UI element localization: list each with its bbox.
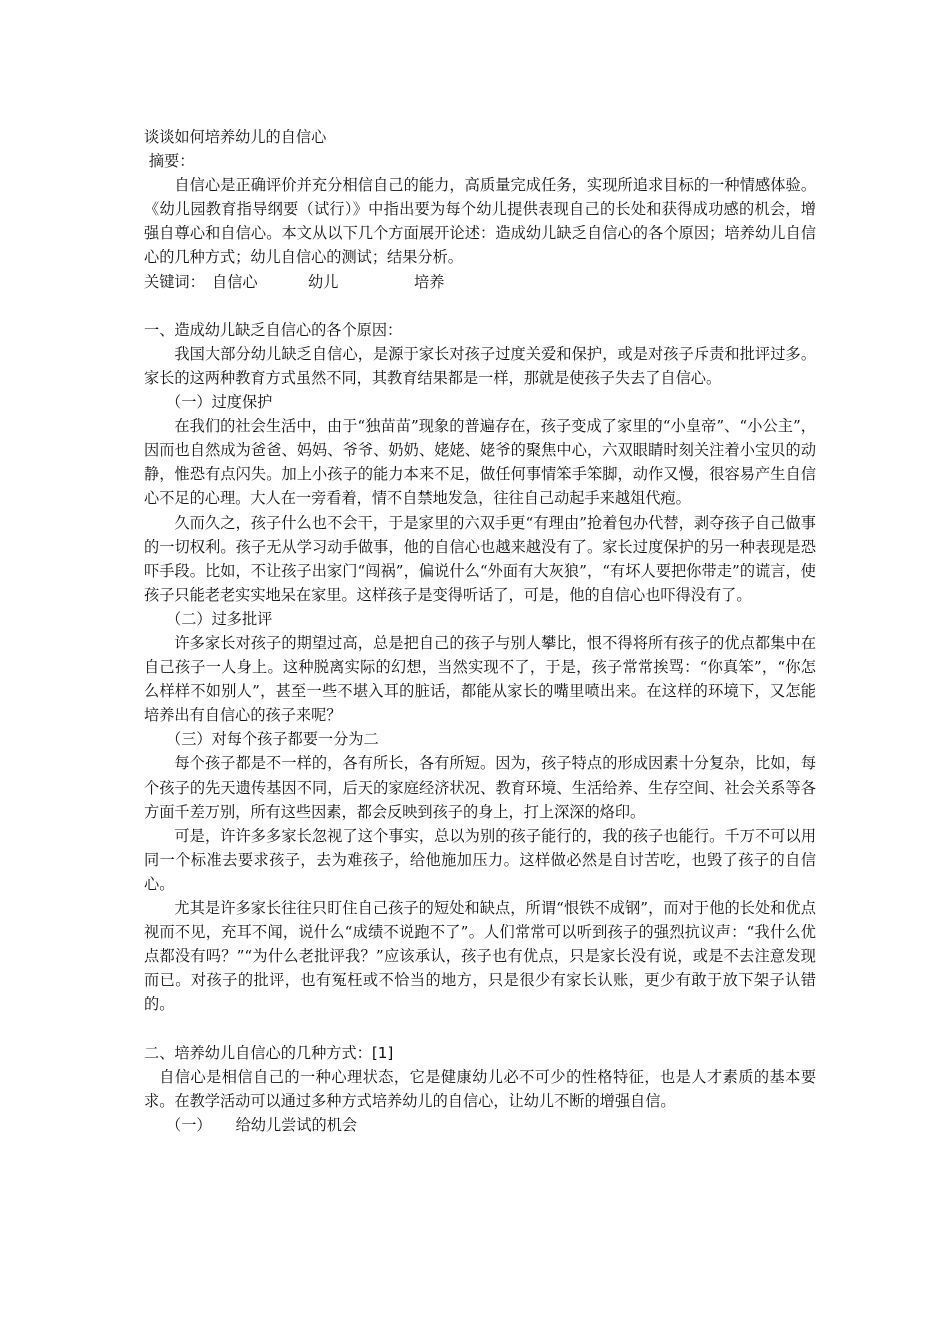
blank-line (144, 294, 816, 318)
abstract-paragraph: 自信心是正确评价并充分相信自己的能力，高质量完成任务，实现所追求目标的一种情感体验。《幼儿园教育指导纲要（试行）》中指出要为每个幼儿提供表现自己的长处和获得成功感的机会，增强自尊心和自信心。本文从以下几个方面展开论述：造成幼儿缺乏自信心的各个原因；培养幼儿自信心的几种方式；幼儿自信心的测试；结果分析。 (144, 176, 816, 267)
reference-marker[interactable]: [1] (371, 1043, 394, 1062)
keyword-item: 自信心 (212, 272, 258, 291)
subsection-heading: （一）过度保护 (166, 393, 273, 412)
paragraph: 久而久之，孩子什么也不会干，于是家里的六双手更“有理由”抢着包办代替，剥夺孩子自己做事的一切权利。孩子无从学习动手做事，他的自信心也越来越没有了。家长过度保护的另一种表现是恐吓手段。比如，不让孩子出家门“闯祸”，偏说什么“外面有大灰狼”，“有坏人要把你带走”的谎言，使孩子只能老老实实地呆在家里。这样孩子是变得听话了，可是，他的自信心也吓得没有了。 (144, 513, 816, 604)
section-heading: 一、造成幼儿缺乏自信心的各个原因： (144, 320, 403, 339)
section-heading (144, 1041, 816, 1065)
keyword-item: 培养 (414, 272, 445, 291)
subsection-heading: （二）过多批评 (166, 609, 273, 628)
subsection-heading: （三）对每个孩子都要一分为二 (166, 730, 379, 749)
paragraph: 可是，许许多多家长忽视了这个事实，总以为别的孩子能行的，我的孩子也能行。千万不可以用同一个标准去要求孩子，去为难孩子，给他施加压力。这样做必然是自讨苦吃，也毁了孩子的自信心。 (144, 826, 816, 893)
paragraph: 我国大部分幼儿缺乏自信心，是源于家长对孩子过度关爱和保护，或是对孩子斥责和批评过多。家长的这两种教育方式虽然不同，其教育结果都是一样，那就是使孩子失去了自信心。 (144, 344, 816, 387)
subsection-text: 给幼儿尝试的机会 (235, 1115, 358, 1134)
abstract-label: 摘要： (144, 152, 195, 171)
keyword-item: 幼儿 (308, 272, 339, 291)
document-body (144, 125, 816, 1137)
blank-line (144, 1016, 816, 1040)
paragraph: 许多家长对孩子的期望过高，总是把自己的孩子与别人攀比，恨不得将所有孩子的优点都集中在自己孩子一人身上。这种脱离实际的幻想，当然实现不了，于是，孩子常常挨骂：“你真笨”，“你怎么样样不如别人”，甚至一些不堪入耳的脏话，都能从家长的嘴里喷出来。在这样的环境下，又怎能培养出有自信心的孩子来呢？ (144, 633, 816, 725)
paragraph: 每个孩子都是不一样的，各有所长，各有所短。因为，孩子特点的形成因素十分复杂，比如，每个孩子的先天遗传基因不同，后天的家庭经济状况、教育环境、生活给养、生存空间、社会关系等各方面千差万别，所有这些因素，都会反映到孩子的身上，打上深深的烙印。 (144, 754, 816, 821)
subsection-heading (144, 1113, 816, 1137)
subsection-number: （一） (166, 1115, 212, 1134)
paragraph: 在我们的社会生活中，由于“独苗苗”现象的普遍存在，孩子变成了家里的“小皇帝”、“小公主”，因而也自然成为爸爸、妈妈、爷爷、奶奶、姥姥、姥爷的聚焦中心，六双眼睛时刻关注着小宝贝的动静，惟恐有点闪失。加上小孩子的能力本来不足，做任何事情笨手笨脚，动作又慢，很容易产生自信心不足的心理。大人在一旁看着，情不自禁地发急，往往自己动起手来越俎代疱。 (144, 417, 816, 508)
keywords-line (144, 270, 816, 294)
document-title: 谈谈如何培养幼儿的自信心 (144, 128, 327, 146)
paragraph: 自信心是相信自己的一种心理状态，它是健康幼儿必不可少的性格特征，也是人才素质的基本要求。在教学活动可以通过多种方式培养幼儿的自信心，让幼儿不断的增强自信。 (144, 1067, 816, 1110)
paragraph: 尤其是许多家长往往只盯住自己孩子的短处和缺点，所谓“恨铁不成钢”，而对于他的长处和优点视而不见，充耳不闻，说什么“成绩不说跑不了”。人们常常可以听到孩子的强烈抗议声：“我什么优点都没有吗？”“为什么老批评我？”应该承认，孩子也有优点，只是家长没有说，或是不去注意发现而已。对孩子的批评，也有冤枉或不恰当的地方，只是很少有家长认账，更少有敢于放下架子认错的。 (144, 899, 816, 1014)
section-heading-text: 二、培养幼儿自信心的几种方式： (144, 1043, 372, 1062)
keywords-label: 关键词： (144, 272, 205, 291)
